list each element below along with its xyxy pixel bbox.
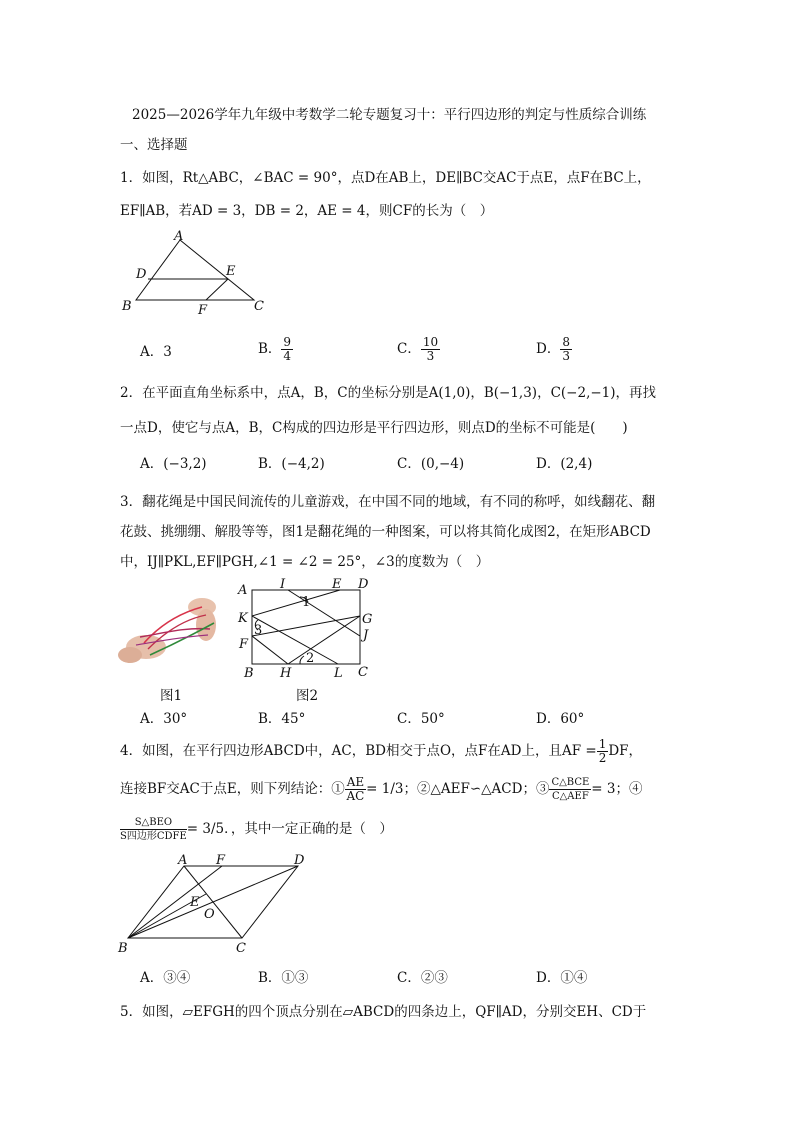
- q3-label-e: E: [332, 577, 342, 592]
- q4-label-b: B: [118, 941, 128, 956]
- q4-figure: [118, 853, 318, 956]
- q4-option-c[interactable]: C．②③: [397, 970, 448, 986]
- q3-line3: 中，IJ∥PKL,EF∥PGH,∠1 = ∠2 = 25°，∠3的度数为（ ）: [120, 554, 490, 570]
- q2-option-c[interactable]: C．(0,−4): [397, 456, 465, 472]
- q3-label-angle3: 3: [254, 623, 263, 638]
- q1-label-b: B: [122, 299, 132, 314]
- q4-option-a[interactable]: A．③④: [140, 970, 191, 986]
- page-title: 2025—2026学年九年级中考数学二轮专题复习十：平行四边形的判定与性质综合训练: [132, 107, 647, 123]
- q3-figure2: [236, 576, 386, 680]
- q3-options: [140, 707, 700, 731]
- q1-option-d[interactable]: D． $\frac{8}{3}$: [536, 335, 570, 363]
- q3-label-a: A: [238, 583, 248, 598]
- q4-label-d: D: [294, 853, 305, 868]
- q4-line2: 连接BF交AC于点E，则下列结论：① $\frac{AE}{AC}$ = 1/3；②△AEF∽△ACD；③ $\frac{\text{C△BCE}}{\text{C△AEF}}$ = 3；④: [120, 775, 643, 803]
- q5-line1: 5．如图，▱EFGH的四个顶点分别在▱ABCD的四条边上，QF∥AD，分别交EH、CD于: [120, 1004, 647, 1020]
- q3-figure1-hands-photo: [120, 585, 224, 671]
- q1-label-d: D: [136, 267, 147, 282]
- q4-label-e: E: [190, 895, 200, 910]
- section-heading: 一、选择题: [120, 137, 188, 153]
- q4-label-f: F: [216, 853, 226, 868]
- q1-option-b[interactable]: B． $\frac{9}{4}$: [258, 335, 292, 363]
- q4-label-a: A: [178, 853, 188, 868]
- q3-label-l: L: [334, 666, 343, 681]
- q2-option-d[interactable]: D．(2,4): [536, 456, 593, 472]
- q3-label-c: C: [358, 665, 368, 680]
- q4-line1: 4．如图，在平行四边形ABCD中，AC，BD相交于点O，点F在AD上，且AF = $\frac{1}{2}$ DF，: [120, 737, 643, 765]
- q3-option-c[interactable]: C．50°: [397, 711, 445, 727]
- q1-option-c[interactable]: C． $\frac{10}{3}$: [397, 335, 439, 363]
- q1-line2: EF∥AB，若AD = 3，DB = 2，AE = 4，则CF的长为（ ）: [120, 203, 494, 219]
- q3-figure1-caption: 图1: [160, 688, 183, 704]
- q3-label-d: D: [358, 577, 369, 592]
- q1-line1: 1．如图，Rt△ABC，∠BAC = 90°，点D在AB上，DE∥BC交AC于点E，点F在BC上，: [120, 170, 651, 186]
- q2-option-a[interactable]: A．(−3,2): [140, 456, 207, 472]
- q3-label-angle2: 2: [306, 651, 315, 666]
- q3-option-a[interactable]: A．30°: [140, 711, 188, 727]
- q3-line2: 花鼓、挑绷绷、解股等等，图1是翻花绳的一种图案，可以将其简化成图2，在矩形ABCD: [120, 524, 651, 540]
- q1-figure: [118, 228, 278, 318]
- q3-label-f: F: [239, 637, 249, 652]
- q3-line1: 3．翻花绳是中国民间流传的儿童游戏，在中国不同的地域，有不同的称呼，如线翻花、翻: [120, 494, 656, 510]
- q2-option-b[interactable]: B．(−4,2): [258, 456, 325, 472]
- q3-figure2-caption: 图2: [296, 688, 319, 704]
- q4-options: [140, 966, 700, 990]
- q3-label-j: J: [363, 628, 369, 643]
- q4-label-c: C: [236, 941, 246, 956]
- q3-option-b[interactable]: B．45°: [258, 711, 306, 727]
- q3-label-k: K: [238, 611, 248, 626]
- q1-label-e: E: [226, 264, 236, 279]
- q1-label-f: F: [198, 303, 208, 318]
- q2-line1: 2．在平面直角坐标系中，点A，B，C的坐标分别是A(1,0)，B(−1,3)，C(−2,−1)，再找: [120, 385, 657, 401]
- q3-label-b: B: [244, 666, 254, 681]
- q1-label-c: C: [254, 299, 264, 314]
- q1-options: A．3 B． $\frac{9}{4}$ C． $\frac{10}{3}$ D． $\frac{8}{3}$: [140, 335, 570, 363]
- q3-option-d[interactable]: D．60°: [536, 711, 585, 727]
- q2-options: [140, 452, 700, 476]
- q3-label-h: H: [280, 666, 292, 681]
- q4-label-o: O: [204, 907, 215, 922]
- q4-option-b[interactable]: B．①③: [258, 970, 309, 986]
- q2-line2: 一点D，使它与点A，B，C构成的四边形是平行四边形，则点D的坐标不可能是( ): [120, 420, 628, 436]
- q3-label-angle1: 1: [302, 595, 311, 610]
- q3-label-g: G: [362, 612, 373, 627]
- q4-line3: $\frac{\text{S△BEO}}{\text{S四边形CDFE}}$ = 3/5．，其中一定正确的是（ ）: [120, 817, 393, 842]
- q4-option-d[interactable]: D．①④: [536, 970, 588, 986]
- q1-label-a: A: [174, 229, 184, 244]
- q1-option-a[interactable]: A．: [140, 344, 164, 360]
- q3-label-i: I: [280, 577, 286, 592]
